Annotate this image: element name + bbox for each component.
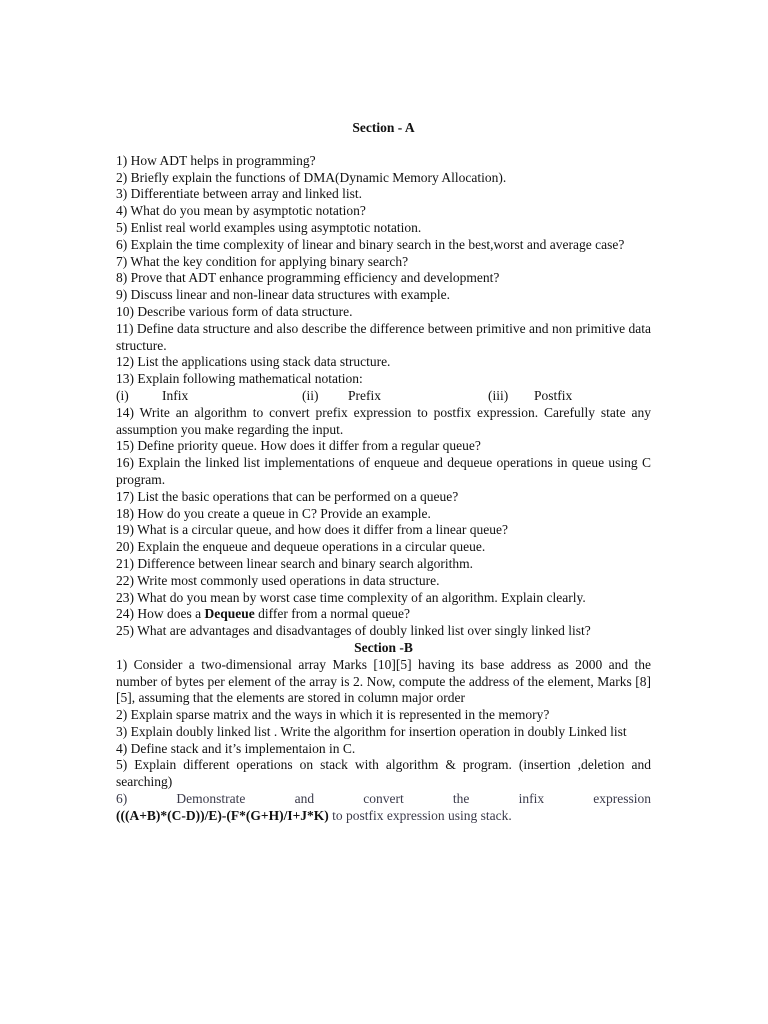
- section-b-heading: Section -B: [354, 639, 413, 655]
- notation-infix: Infix: [162, 387, 189, 403]
- question-a19: 19) What is a circular queue, and how does it differ from a linear queue?: [116, 522, 508, 538]
- section-a-heading: Section - A: [352, 120, 415, 135]
- question-a4: 4) What do you mean by asymptotic notation?: [116, 203, 366, 219]
- question-a21: 21) Difference between linear search and binary search algorithm.: [116, 555, 473, 571]
- question-a2: 2) Briefly explain the functions of DMA(Dynamic Memory Allocation).: [116, 169, 507, 185]
- question-b6-suffix: to postfix expression using stack.: [328, 807, 512, 823]
- question-b6-expression-line: [116, 808, 651, 825]
- notation-iii-number: (iii): [488, 387, 509, 403]
- infix-expression: (((A+B)*(C-D))/E)-(F*(G+H)/I+J*K): [116, 807, 329, 823]
- notation-postfix: Postfix: [534, 387, 573, 403]
- question-a3: 3) Differentiate between array and linked list.: [116, 186, 363, 202]
- question-a22: 22) Write most commonly used operations in data structure.: [116, 572, 440, 588]
- question-a17: 17) List the basic operations that can be performed on a queue?: [116, 488, 459, 504]
- question-a25: 25) What are advantages and disadvantages of doubly linked list over singly linked list?: [116, 623, 591, 639]
- question-b4: 4) Define stack and it’s implementaion in C.: [116, 740, 356, 756]
- question-a15: 15) Define priority queue. How does it differ from a regular queue?: [116, 438, 481, 454]
- question-a5: 5) Enlist real world examples using asymptotic notation.: [116, 219, 422, 235]
- question-a14: 14) Write an algorithm to convert prefix expression to postfix expression. Carefully state any assumption you make regarding the input.: [116, 404, 651, 437]
- question-b1: 1) Consider a two-dimensional array Marks [10][5] having its base address as 2000 and the number of bytes per element of the array is 2. Now, compute the address of the element, Marks [8][5], assuming that the elements are stored in column major order: [116, 656, 651, 706]
- section-b-questions: [116, 657, 651, 825]
- question-a24: [116, 606, 651, 623]
- question-a20: 20) Explain the enqueue and dequeue operations in a circular queue.: [116, 539, 486, 555]
- question-b5: 5) Explain different operations on stack with algorithm & program. (insertion ,deletion and searching): [116, 757, 651, 790]
- question-b3: 3) Explain doubly linked list . Write the algorithm for insertion operation in doubly Linked list: [116, 723, 627, 739]
- dequeue-term: Dequeue: [204, 606, 255, 622]
- question-paper: [116, 120, 651, 825]
- question-a24-prefix: 24) How does a: [116, 606, 205, 622]
- question-b2: 2) Explain sparse matrix and the ways in which it is represented in the memory?: [116, 707, 550, 723]
- notation-i-number: (i): [116, 387, 129, 403]
- question-a6: 6) Explain the time complexity of linear and binary search in the best,worst and average case?: [116, 236, 625, 252]
- question-a9: 9) Discuss linear and non-linear data structures with example.: [116, 287, 451, 303]
- question-a23: 23) What do you mean by worst case time complexity of an algorithm. Explain clearly.: [116, 589, 586, 605]
- notation-list: [116, 388, 651, 405]
- question-a7: 7) What the key condition for applying binary search?: [116, 253, 409, 269]
- question-b6-intro: 6) Demonstrate and convert the infix expression: [116, 791, 651, 807]
- notation-prefix: Prefix: [348, 387, 381, 403]
- question-a1: 1) How ADT helps in programming?: [116, 152, 316, 168]
- question-a18: 18) How do you create a queue in C? Provide an example.: [116, 505, 431, 521]
- notation-ii-number: (ii): [302, 387, 319, 403]
- question-a11: 11) Define data structure and also describe the difference between primitive and non primitive data structure.: [116, 320, 651, 353]
- section-a-questions: [116, 153, 651, 640]
- question-a24-suffix: differ from a normal queue?: [254, 606, 411, 622]
- question-a10: 10) Describe various form of data structure.: [116, 303, 353, 319]
- question-a12: 12) List the applications using stack data structure.: [116, 354, 391, 370]
- question-a13: 13) Explain following mathematical notation:: [116, 371, 363, 387]
- question-a8: 8) Prove that ADT enhance programming efficiency and development?: [116, 270, 500, 286]
- question-a16: 16) Explain the linked list implementations of enqueue and dequeue operations in queue using C program.: [116, 455, 651, 487]
